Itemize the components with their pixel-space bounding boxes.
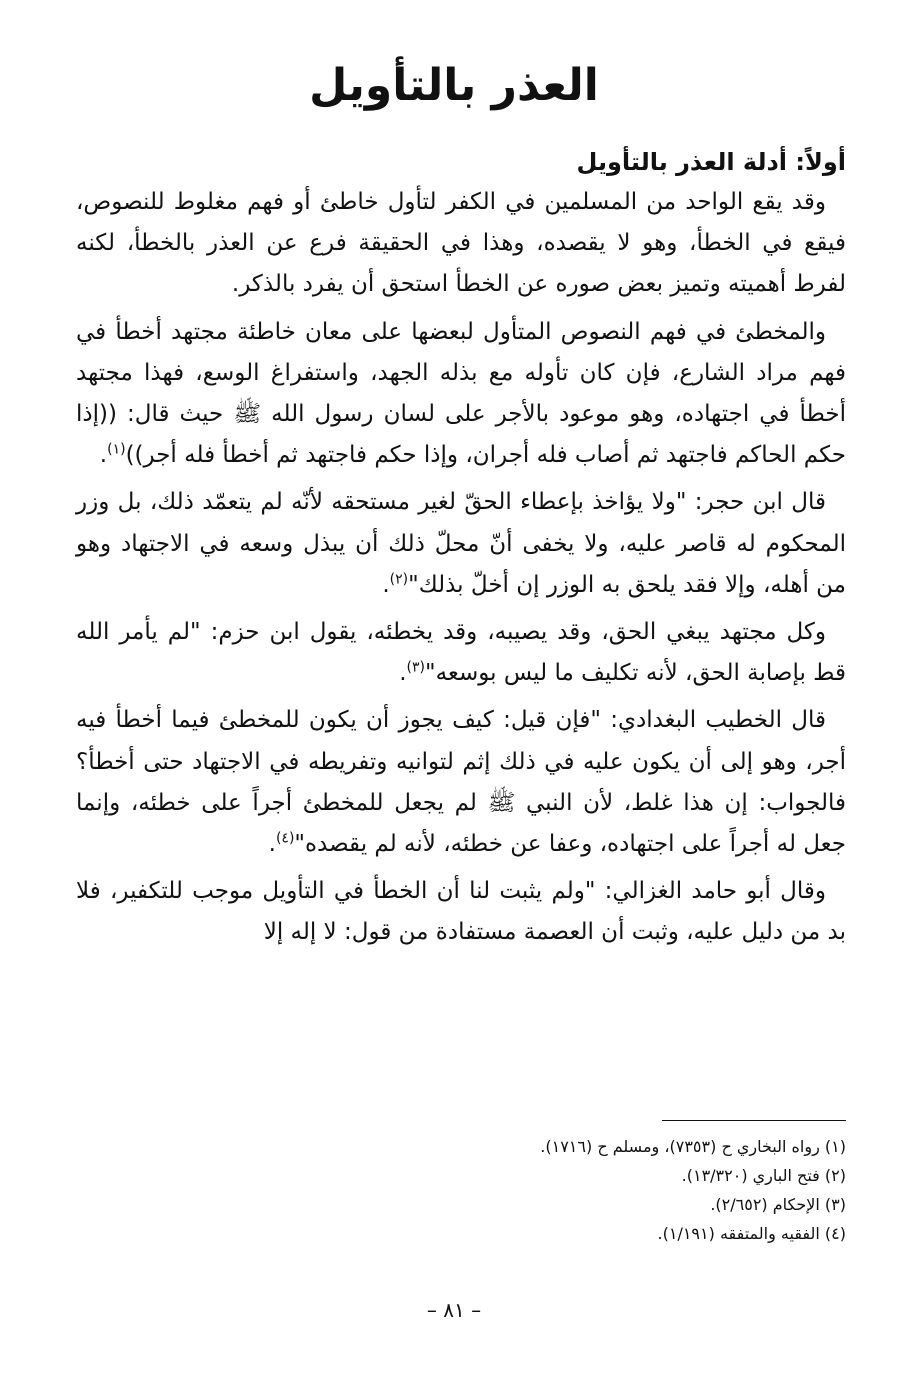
footnote: (٤) الفقيه والمتفقه (١/١٩١).	[657, 1224, 846, 1243]
paragraph	[76, 871, 846, 953]
paragraph-tail: .	[382, 571, 390, 598]
footnote: (٣) الإحكام (٢/٦٥٢).	[710, 1195, 846, 1214]
footnote-ref[interactable]: (٣)	[406, 659, 425, 676]
paragraph-text: قال الخطيب البغدادي: "فإن قيل: كيف يجوز أن يكون للمخطئ فيما أخطأ فيه أجر، وهو إلى أن يكون عليه في ذلك إثم لتوانيه وتفريطه في الاجتهاد حتى أخطأ؟ فالجواب: إن هذا غلط، لأن النبي ﷺ لم يجعل للمخطئ أجراً على خطئه، وإنما جعل له أجراً على اجتهاده، وعفا عن خطئه، لأنه لم يقصده"	[76, 707, 846, 858]
footnote: (١) رواه البخاري ح (٧٣٥٣)، ومسلم ح (١٧١٦).	[540, 1137, 846, 1156]
paragraph-text: والمخطئ في فهم النصوص المتأول لبعضها على معان خاطئة مجتهد أخطأ في فهم مراد الشارع، فإن كان تأوله مع بذله الجهد، واستفراغ الوسع، فهذا مجتهد أخطأ في اجتهاده، وهو موعود بالأجر على لسان رسول الله ﷺ حيث قال: ((إذا حكم الحاكم فاجتهد ثم أصاب فله أجران، وإذا حكم فاجتهد ثم أخطأ فله أجر))	[76, 318, 846, 469]
paragraph-text: وقال أبو حامد الغزالي: "ولم يثبت لنا أن الخطأ في التأويل موجب للتكفير، فلا بد من دليل عليه، وثبت أن العصمة مستفادة من قول: لا إله إلا	[76, 878, 846, 946]
paragraph	[76, 700, 846, 865]
paragraph-tail: .	[99, 442, 108, 469]
paragraph	[76, 612, 846, 694]
paragraph-text: وكل مجتهد يبغي الحق، وقد يصيبه، وقد يخطئه، يقول ابن حزم: "لم يأمر الله قط بإصابة الحق، لأنه تكليف ما ليس بوسعه"	[76, 619, 846, 687]
page-number: – ٨١ –	[426, 1298, 482, 1322]
body-text	[76, 142, 846, 960]
paragraph	[76, 182, 846, 306]
footnote-ref[interactable]: (١)	[107, 441, 126, 458]
paragraph-text: وقد يقع الواحد من المسلمين في الكفر لتأول خاطئ أو فهم مغلوط للنصوص، فيقع في الخطأ، وهو لا يقصده، وهذا في الحقيقة فرع عن العذر بالخطأ، لكنه لفرط أهميته وتميز بعض صوره عن الخطأ استحق أن يفرد بالذكر.	[76, 189, 846, 298]
footnote: (٢) فتح الباري (١٣/٣٢٠).	[681, 1166, 846, 1185]
paragraph	[76, 482, 846, 606]
paragraph	[76, 312, 846, 477]
footnote-ref[interactable]: (٤)	[275, 830, 295, 847]
footnotes	[76, 1132, 846, 1248]
page-title: العذر بالتأويل	[309, 60, 599, 111]
paragraph-tail: .	[399, 660, 407, 687]
section-heading: أولاً: أدلة العذر بالتأويل	[576, 148, 846, 176]
paragraph-tail: .	[268, 831, 276, 858]
footnote-ref[interactable]: (٢)	[389, 571, 409, 588]
footnote-divider	[662, 1120, 846, 1121]
paragraph-text: قال ابن حجر: "ولا يؤاخذ بإعطاء الحقّ لغير مستحقه لأنّه لم يتعمّد ذلك، بل وزر المحكوم له قاصر عليه، ولا يخفى أنّ محلّ ذلك أن يبذل وسعه في الاجتهاد وهو من أهله، وإلا فقد يلحق به الوزر إن أخلّ بذلك"	[76, 489, 846, 598]
